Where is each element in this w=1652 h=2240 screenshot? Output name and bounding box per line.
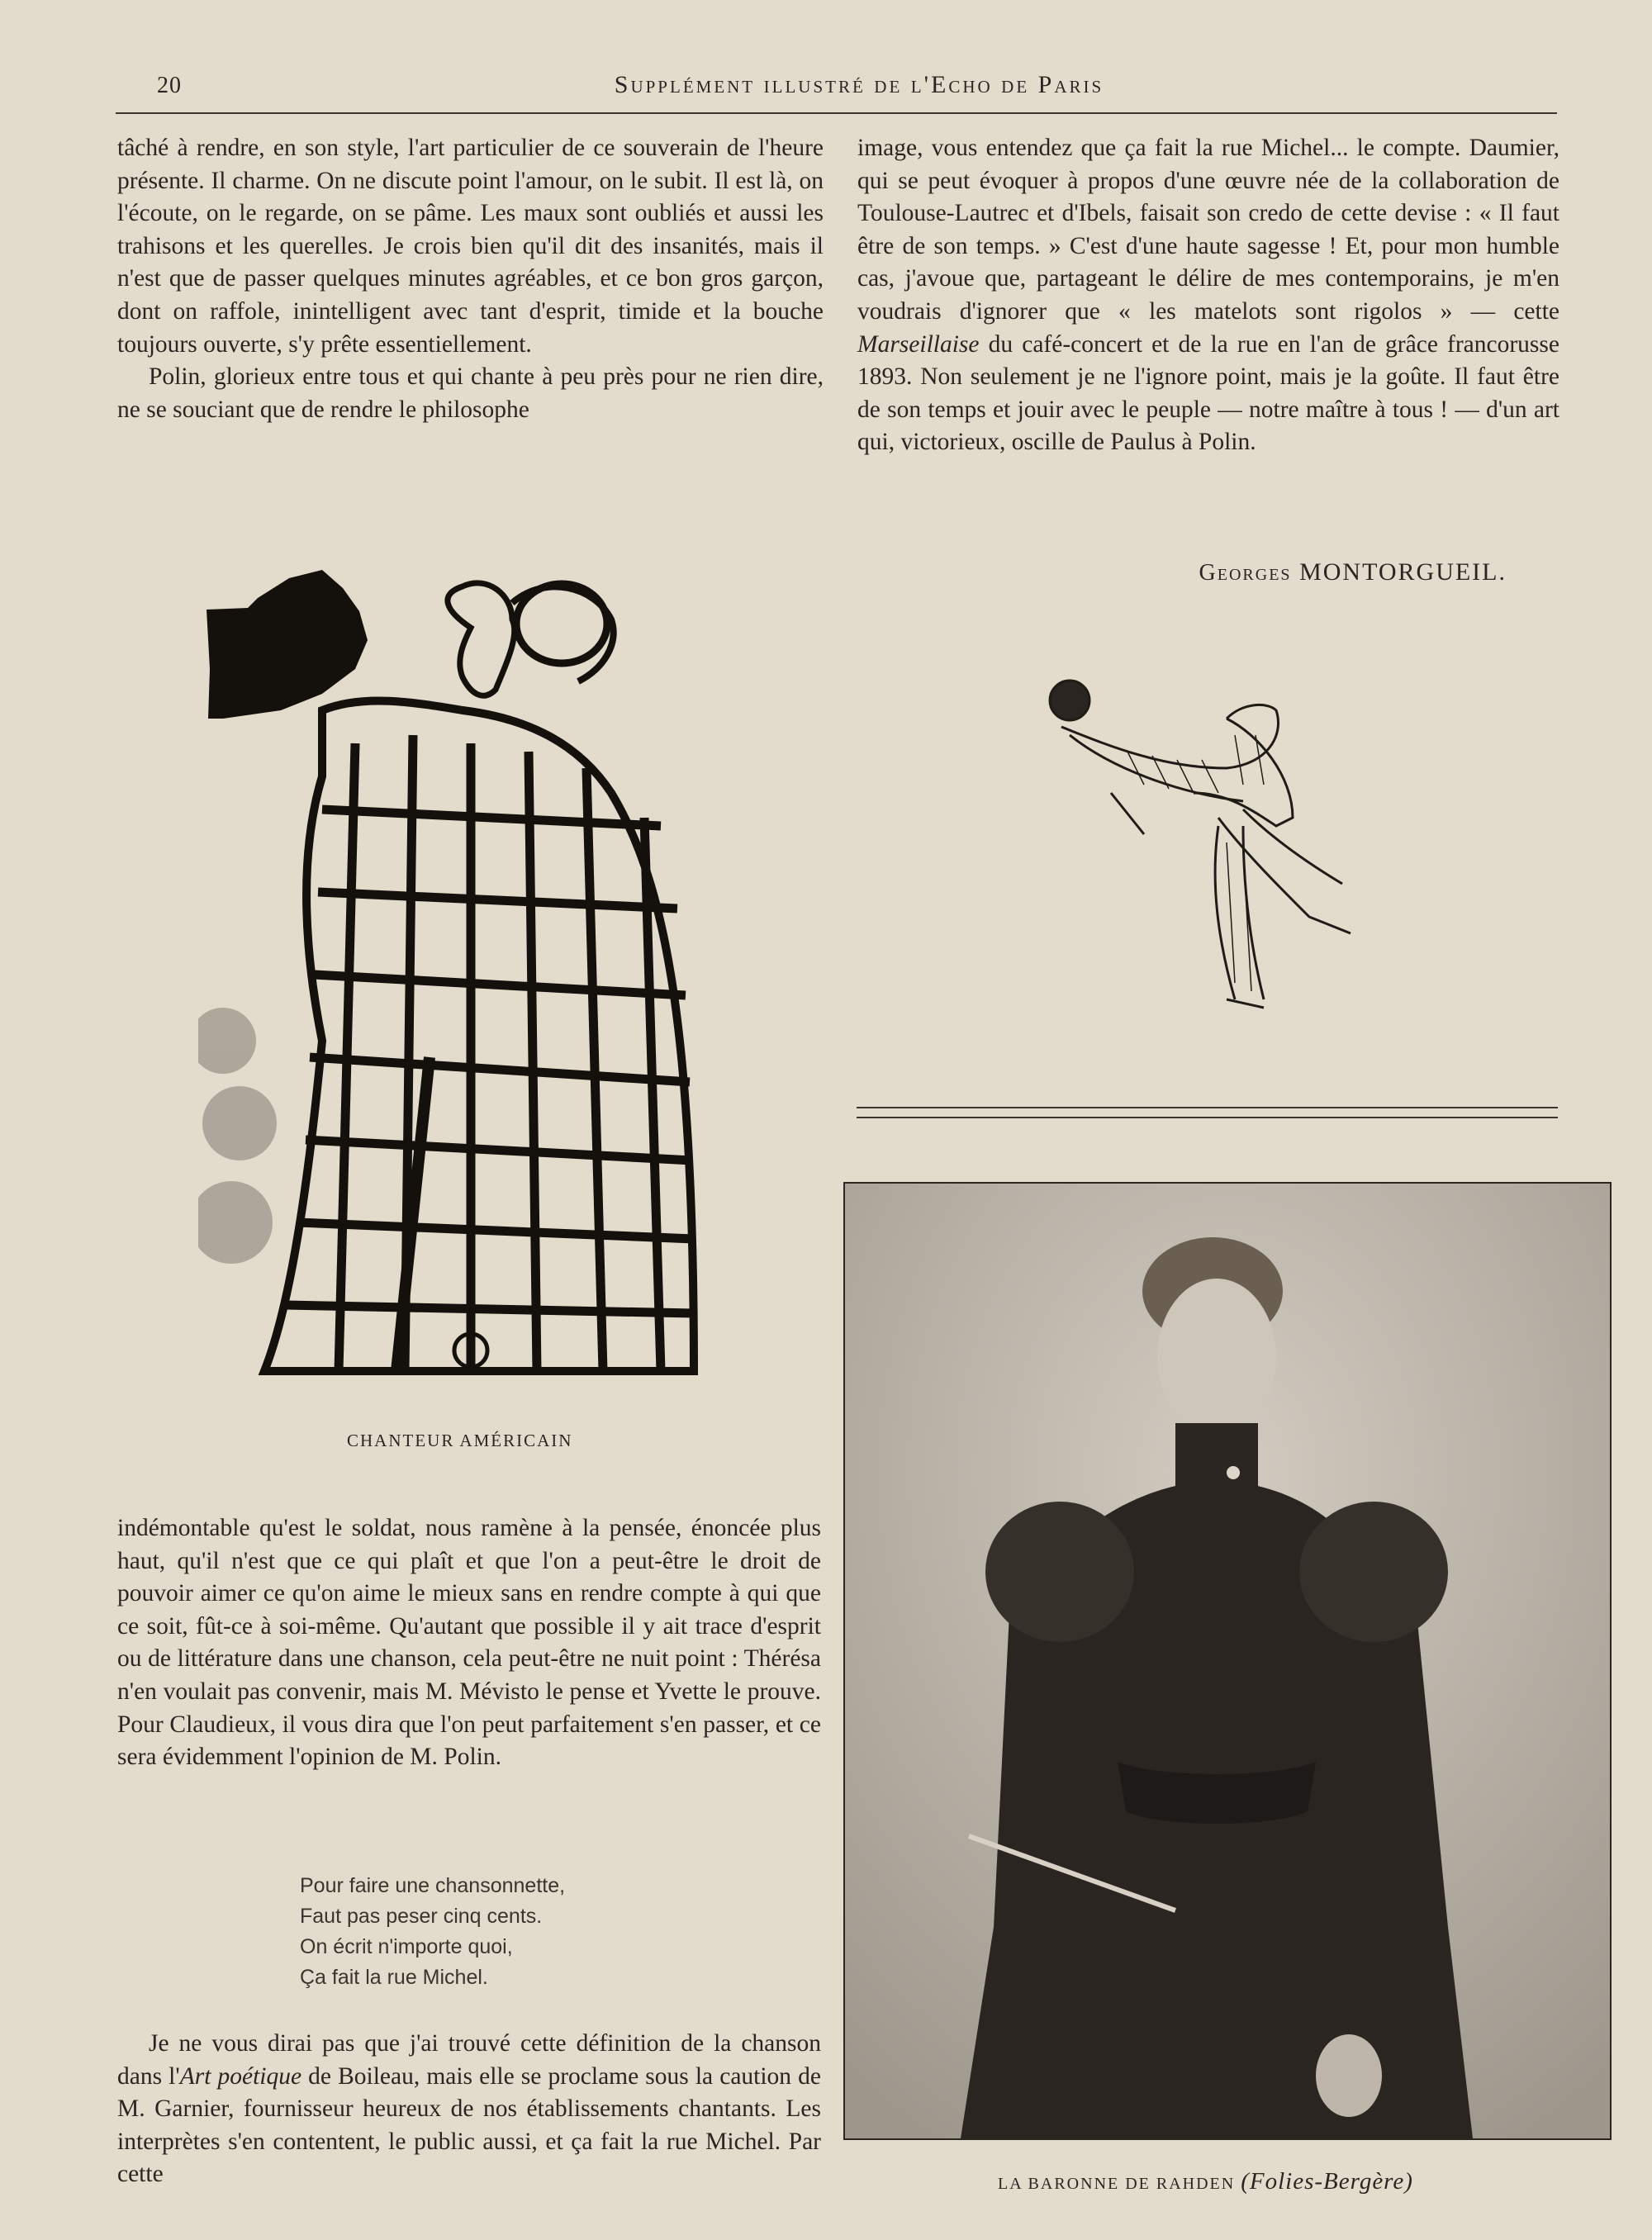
baroness-caption: LA BARONNE DE RAHDEN (Folies-Bergère) — [998, 2168, 1413, 2195]
venue-name: (Folies-Bergère) — [1241, 2168, 1413, 2195]
paragraph: tâché à rendre, en son style, l'art particulier de ce souverain de l'heure présente. Il charme. On ne discute point l'amour, on le subit. Il est là, on l'écoute, on le regarde, on se pâme. Les maux sont oubliés et aussi les trahisons et les querelles. Je crois bien qu'il dit des insanités, mais il n'est que de passer quelques minutes agréables, et ce bon gros garçon, dont on raffole, inintelligent avec tant d'esprit, timide et la bouche toujours ouverte, s'y prête essentiellement. — [117, 135, 824, 358]
paragraph: indémontable qu'est le soldat, nous ramène à la pensée, énoncée plus haut, qu'il n'est que ce qui plaît et que l'on a peut-être le droit de pouvoir aimer ce qu'on aime le mieux sans en rendre compte à qui que ce soit, fût-ce à soi-même. Qu'autant que possible il y ait trace d'esprit ou de littérature dans une chanson, cela peut-être ne nuit point : Thérésa n'en voulait pas convenir, mais M. Mévisto le pense et Yvette le prouve. Pour Claudieux, il vous dira que l'on peut parfaitement s'en passer, et ce sera évidemment l'opinion de M. Polin. — [117, 1515, 821, 1771]
paragraph: Polin, glorieux entre tous et qui chante à peu près pour ne rien dire, ne se souciant que de rendre le philosophe — [117, 363, 824, 423]
verse-line: Faut pas peser cinq cents. — [300, 1905, 543, 1928]
emphasis-marseillaise: Marseillaise — [857, 330, 980, 358]
singer-caption: CHANTEUR AMÉRICAIN — [347, 1431, 573, 1450]
page-number: 20 — [157, 73, 182, 98]
verse-line: On écrit n'importe quoi, — [300, 1935, 513, 1958]
leaning-figure-sketch — [1028, 669, 1400, 1041]
american-singer-illustration — [198, 545, 743, 1412]
emphasis-art-poetique: Art poétique — [179, 2062, 302, 2090]
section-double-rule — [857, 1107, 1558, 1118]
column-left-top — [117, 132, 824, 426]
column-right-top — [857, 132, 1559, 459]
running-head: Supplément illustré de l'Echo de Paris — [614, 71, 1104, 98]
baroness-photograph — [843, 1182, 1612, 2140]
column-left-bottom-continued — [117, 2028, 821, 2191]
author-signature: Georges MONTORGUEIL. — [1199, 558, 1507, 586]
header-rule — [116, 112, 1557, 114]
paragraph: Je ne vous dirai pas que j'ai trouvé cette définition de la chanson dans l'Art poétique de Boileau, mais elle se proclame sous la caution de M. Garnier, fournisseur heureux de nos établissements chantants. Les interprètes s'en contentent, le public aussi, et ça fait la rue Michel. Par cette — [117, 2030, 821, 2188]
column-left-bottom — [117, 1512, 821, 1774]
verse-line: Pour faire une chansonnette, — [300, 1874, 566, 1897]
paragraph: image, vous entendez que ça fait la rue Michel... le compte. Daumier, qui se peut évoquer à propos d'une œuvre née de la collaboration de Toulouse-Lautrec et d'Ibels, faisait son credo de cette devise : « Il faut être de son temps. » C'est d'une haute sagesse ! Et, pour mon humble cas, j'avoue que, partageant le délire de mes contemporains, je m'en voudrais d'ignorer que « les matelots sont rigolos » — cette Marseillaise du café-concert et de la rue en l'an de grâce francorusse 1893. Non seulement je ne l'ignore point, mais je la goûte. Il faut être de son temps et jouir avec le peuple — notre maître à tous ! — d'un art qui, victorieux, oscille de Paulus à Polin. — [857, 135, 1559, 456]
verse-line: Ça fait la rue Michel. — [300, 1966, 488, 1989]
song-verse — [300, 1871, 565, 1993]
